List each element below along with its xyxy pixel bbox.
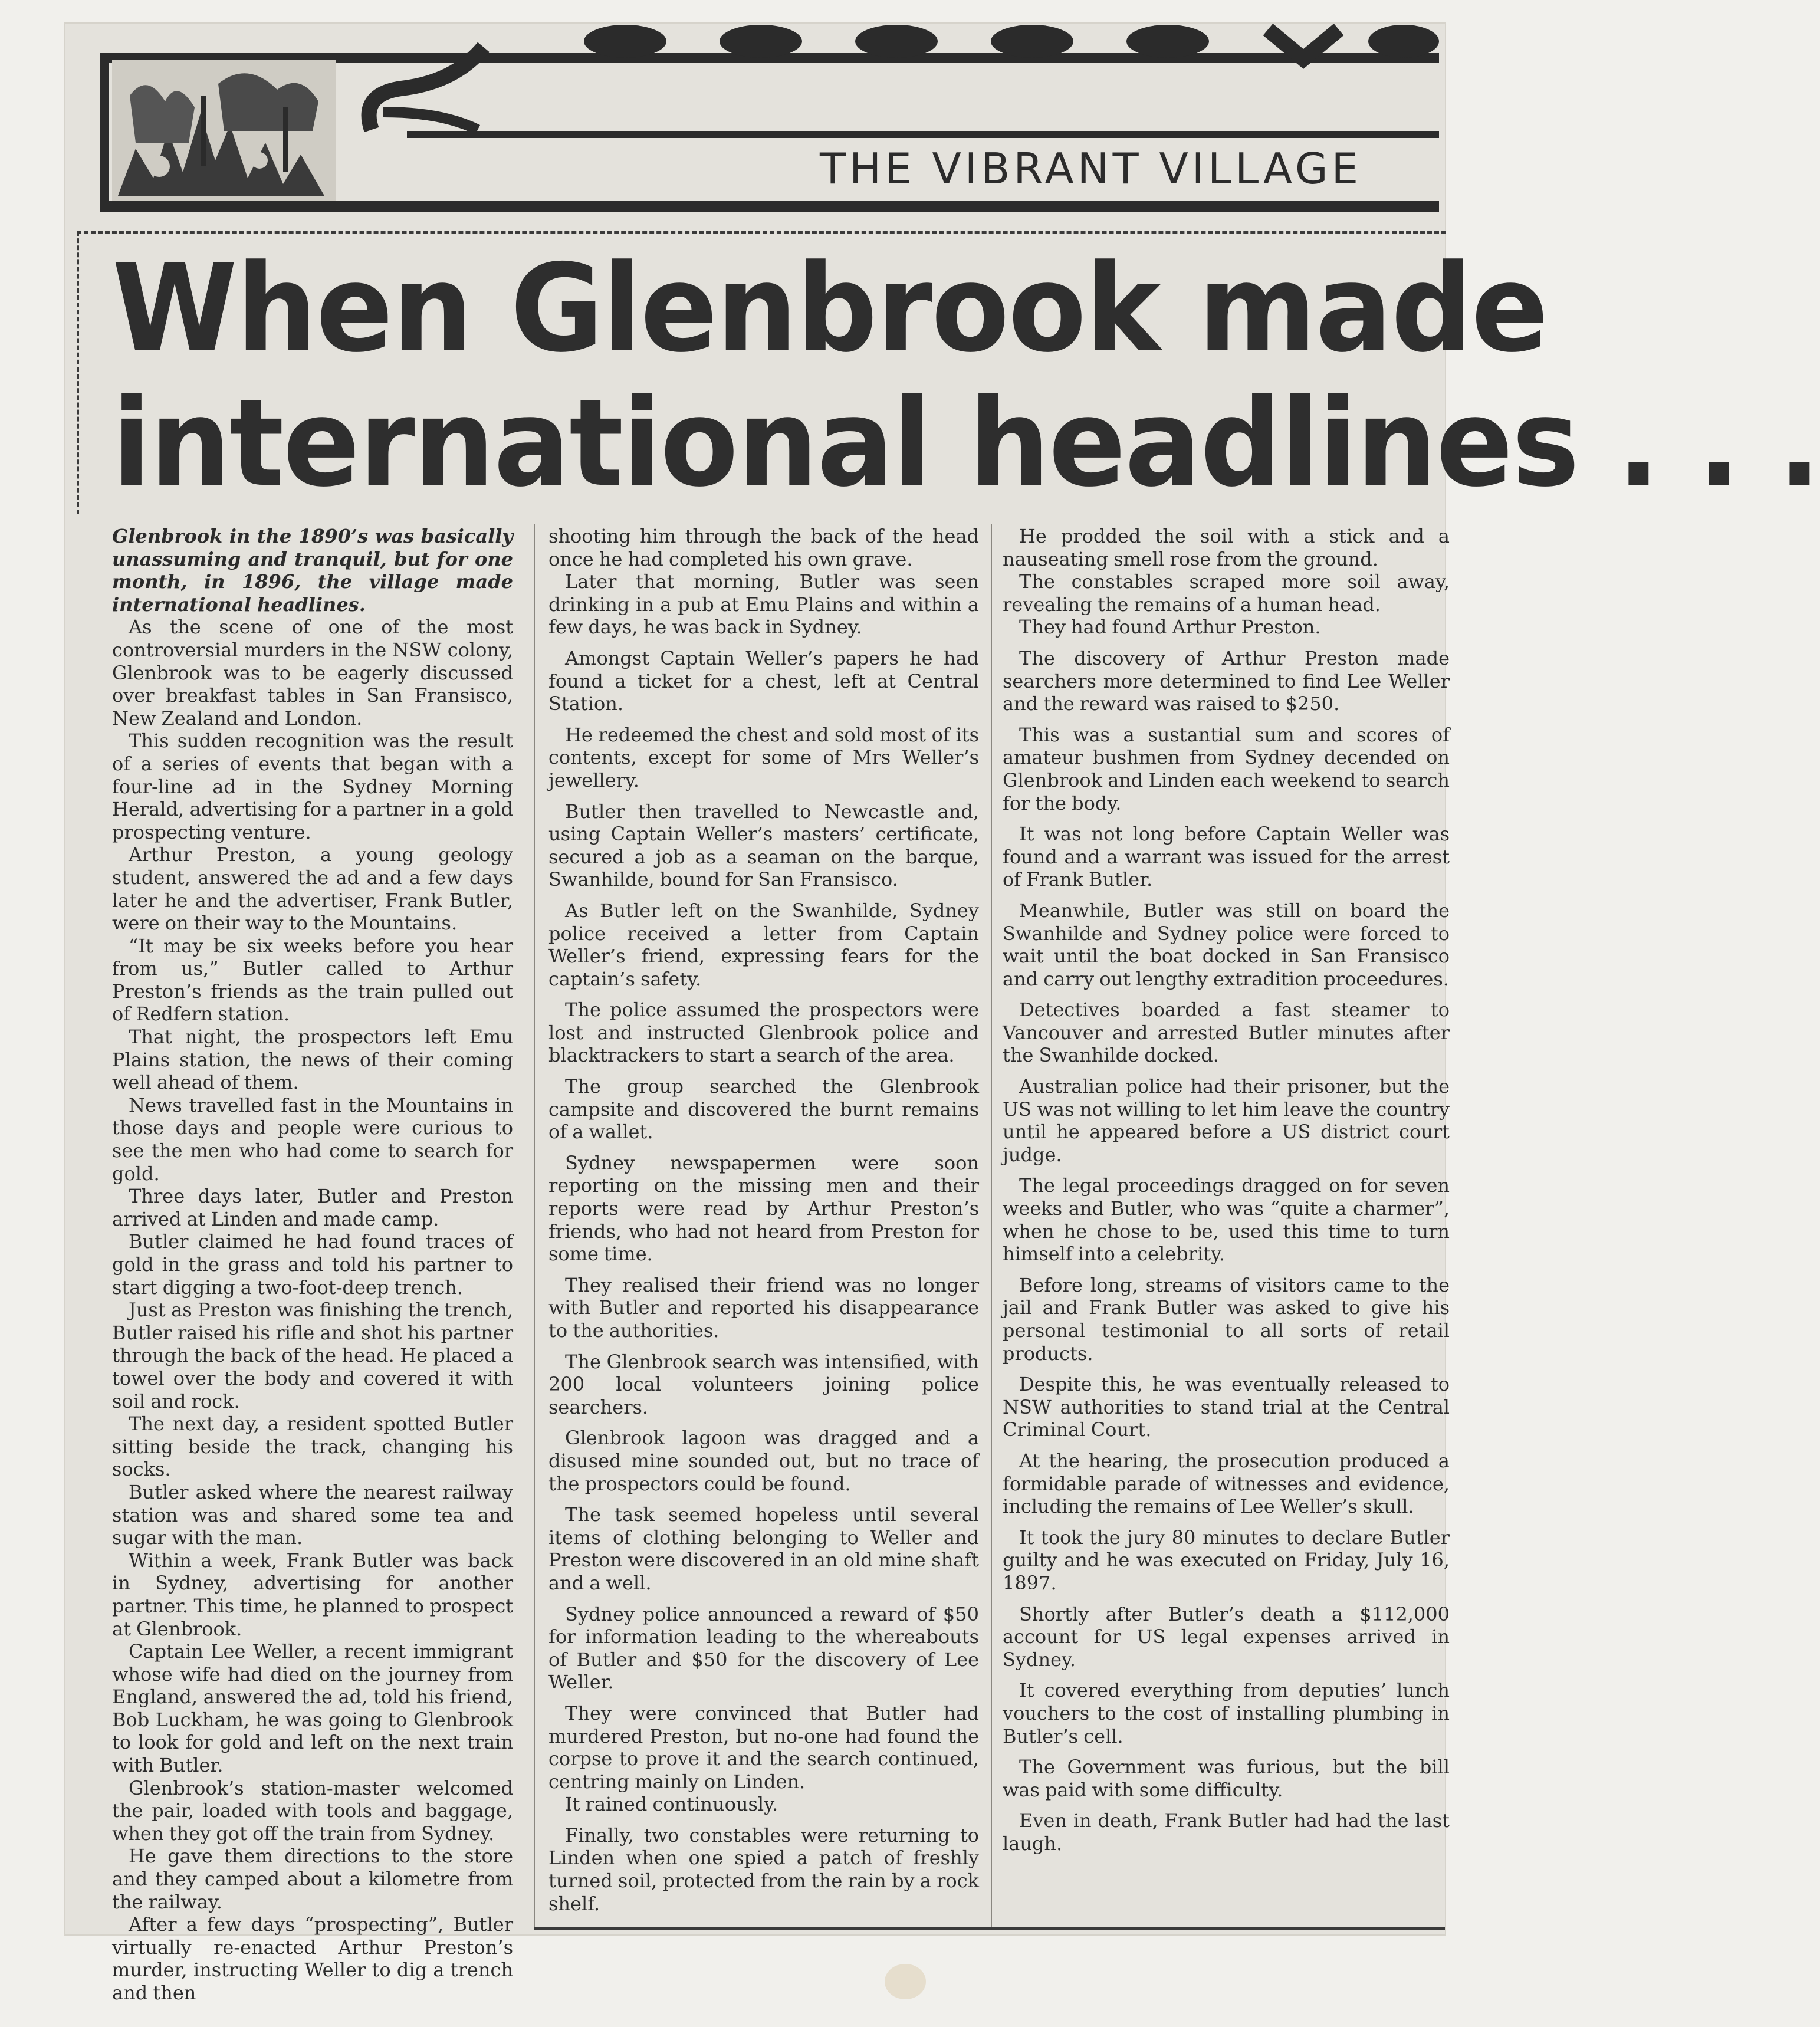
article-paragraph: The next day, a resident spotted Butler sitting beside the track, changing his socks. (112, 1412, 513, 1481)
article-paragraph: He gave them directions to the store and they camped about a kilometre from the railway. (112, 1845, 513, 1913)
column-divider-1 (534, 524, 535, 1927)
article-paragraph: Even in death, Frank Butler had had the last laugh. (1003, 1809, 1450, 1855)
article-paragraph: “It may be six weeks before you hear from us,” Butler called to Arthur Preston’s friends as the train pulled out of Redfern station. (112, 934, 513, 1026)
headline-line-1: When Glenbrook made (112, 239, 1548, 379)
article-paragraph: shooting him through the back of the head once he had completed his own grave. (548, 525, 979, 570)
article-paragraph: As the scene of one of the most controversial murders in the NSW colony, Glenbrook was to be eagerly discussed over breakfast tables in San Fransisco, New Zealand and London. (112, 616, 513, 730)
article-column-3 (1003, 525, 1450, 1940)
article-paragraph: Before long, streams of visitors came to the jail and Frank Butler was asked to give his personal testimonial to all sorts of retail products. (1003, 1273, 1450, 1365)
article-column-1 (112, 525, 513, 2004)
article-paragraph: The group searched the Glenbrook campsite and discovered the burnt remains of a wallet. (548, 1075, 979, 1144)
article-paragraph: At the hearing, the prosecution produced a formidable parade of witnesses and evidence, including the remains of Lee Weller’s skull. (1003, 1449, 1450, 1518)
article-paragraph: Meanwhile, Butler was still on board the Swanhilde and Sydney police were forced to wait until the boat docked in San Fransisco and carry out lengthy extradition proceedures. (1003, 899, 1450, 990)
article-paragraph: This sudden recognition was the result of a series of events that began with a four-line ad in the Sydney Morning Herald, advertising for a partner in a gold prospecting venture. (112, 730, 513, 843)
article-paragraph: Butler then travelled to Newcastle and, using Captain Weller’s masters’ certificate, secured a job as a seaman on the barque, Swanhilde, bound for San Fransisco. (548, 800, 979, 891)
article-paragraph: They were convinced that Butler had murdered Preston, but no-one had found the corpse to prove it and the search continued, centring mainly on Linden. (548, 1701, 979, 1793)
article-paragraph: Butler claimed he had found traces of gold in the grass and told his partner to start digging a two-foot-deep trench. (112, 1230, 513, 1299)
article-paragraph: The constables scraped more soil away, revealing the remains of a human head. (1003, 570, 1450, 616)
article-paragraph: The discovery of Arthur Preston made searchers more determined to find Lee Weller and the reward was raised to $250. (1003, 646, 1450, 715)
article-column-2 (548, 525, 979, 1940)
article-paragraph: The task seemed hopeless until several items of clothing belonging to Weller and Preston were discovered in an old mine shaft and a well. (548, 1503, 979, 1594)
masthead (100, 24, 1451, 212)
column-divider-2 (991, 524, 992, 1927)
article-paragraph: It rained continuously. (565, 1793, 778, 1816)
article-lead: Glenbrook in the 1890’s was basically unassuming and tranquil, but for one month, in 1896, the village made international headlines. (112, 525, 513, 616)
article-paragraph: Sydney police announced a reward of $50 for information leading to the whereabouts of Butler and $50 for the discovery of Lee Weller. (548, 1602, 979, 1694)
article-paragraph: News travelled fast in the Mountains in those days and people were curious to see the men who had come to search for gold. (112, 1093, 513, 1185)
article-paragraph: Finally, two constables were returning to Linden when one spied a patch of freshly turned soil, protected from the rain by a rock shelf. (548, 1824, 979, 1915)
article-paragraph: Glenbrook lagoon was dragged and a disused mine sounded out, but no trace of the prospectors could be found. (548, 1427, 979, 1495)
article-paragraph: He prodded the soil with a stick and a nauseating smell rose from the ground. (1003, 525, 1450, 570)
article-paragraph: The police assumed the prospectors were lost and instructed Glenbrook police and blacktrackers to start a search of the area. (548, 998, 979, 1067)
article-paragraph: The legal proceedings dragged on for seven weeks and Butler, who was “quite a charmer”, when he chose to be, used this time to turn himself into a celebrity. (1003, 1174, 1450, 1266)
article-paragraph: That night, the prospectors left Emu Plains station, the news of their coming well ahead of them. (112, 1026, 513, 1094)
article-paragraph: They had found Arthur Preston. (1019, 616, 1321, 639)
masthead-subtitle: THE VIBRANT VILLAGE (820, 144, 1362, 193)
article-paragraph: Three days later, Butler and Preston arrived at Linden and made camp. (112, 1185, 513, 1230)
article-paragraph: He redeemed the chest and sold most of its contents, except for some of Mrs Weller’s jewellery. (548, 723, 979, 791)
article-paragraph: Butler asked where the nearest railway station was and shared some tea and sugar with the man. (112, 1480, 513, 1549)
masthead-left-rule (100, 53, 109, 212)
article-paragraph: Australian police had their prisoner, but the US was not willing to let him leave the country until he appeared before a US district court judge. (1003, 1075, 1450, 1166)
article-paragraph: The Government was furious, but the bill was paid with some difficulty. (1003, 1756, 1450, 1801)
article-paragraph: As Butler left on the Swanhilde, Sydney police received a letter from Captain Weller’s friend, expressing fears for the captain’s safety. (548, 899, 979, 990)
article-paragraph: Sydney newspapermen were soon reporting on the missing men and their reports were read by Arthur Preston’s friends, who had not heard from Preston for some time. (548, 1151, 979, 1266)
masthead-bottom-rule (100, 201, 1439, 212)
article-paragraph: Just as Preston was finishing the trench, Butler raised his rifle and shot his partner through the back of the head. He placed a towel over the body and covered it with soil and rock. (112, 1299, 513, 1412)
article-paragraph: After a few days “prospecting”, Butler virtually re-enacted Arthur Preston’s murder, instructing Weller to dig a trench and then (112, 1913, 513, 2004)
article-paragraph: The Glenbrook search was intensified, with 200 local volunteers joining police searchers. (548, 1350, 979, 1418)
article-paragraph: Within a week, Frank Butler was back in Sydney, advertising for another partner. This time, he planned to prospect at Glenbrook. (112, 1549, 513, 1640)
article-paragraph: Captain Lee Weller, a recent immigrant whose wife had died on the journey from England, answered the ad, told his friend, Bob Luckham, he was going to Glenbrook to look for gold and left on the next train with Butler. (112, 1640, 513, 1777)
article-paragraph: It was not long before Captain Weller was found and a warrant was issued for the arrest of Frank Butler. (1003, 823, 1450, 891)
headline (112, 239, 1820, 514)
footer-rule (534, 1927, 1445, 1930)
article-paragraph: Glenbrook’s station-master welcomed the pair, loaded with tools and baggage, when they got off the train from Sydney. (112, 1776, 513, 1845)
article-paragraph: Later that morning, Butler was seen drinking in a pub at Emu Plains and within a few days, he was back in Sydney. (548, 570, 979, 639)
script-title-fragment-icon (348, 24, 1445, 136)
article-paragraph: This was a sustantial sum and scores of amateur bushmen from Sydney decended on Glenbrook and Linden each weekend to search for the body. (1003, 723, 1450, 814)
article-paragraph: Despite this, he was eventually released to NSW authorities to stand trial at the Central Criminal Court. (1003, 1373, 1450, 1441)
village-woodcut-icon (112, 60, 336, 201)
article-paragraph: Detectives boarded a fast steamer to Vancouver and arrested Butler minutes after the Swanhilde docked. (1003, 998, 1450, 1067)
article-paragraph: Arthur Preston, a young geology student, answered the ad and a few days later he and the advertiser, Frank Butler, were on their way to the Mountains. (112, 843, 513, 935)
article-paragraph: They realised their friend was no longer with Butler and reported his disappearance to the authorities. (548, 1273, 979, 1342)
article-paragraph: Amongst Captain Weller’s papers he had found a ticket for a chest, left at Central Station. (548, 646, 979, 715)
headline-line-2: international headlines . . . (112, 373, 1820, 514)
article-paragraph: It covered everything from deputies’ lunch vouchers to the cost of installing plumbing in Butler’s cell. (1003, 1679, 1450, 1747)
article-paragraph: It took the jury 80 minutes to declare Butler guilty and he was executed on Friday, July 16, 1897. (1003, 1526, 1450, 1594)
paper-stain (885, 1964, 926, 1999)
article-paragraph: Shortly after Butler’s death a $112,000 account for US legal expenses arrived in Sydney. (1003, 1602, 1450, 1671)
